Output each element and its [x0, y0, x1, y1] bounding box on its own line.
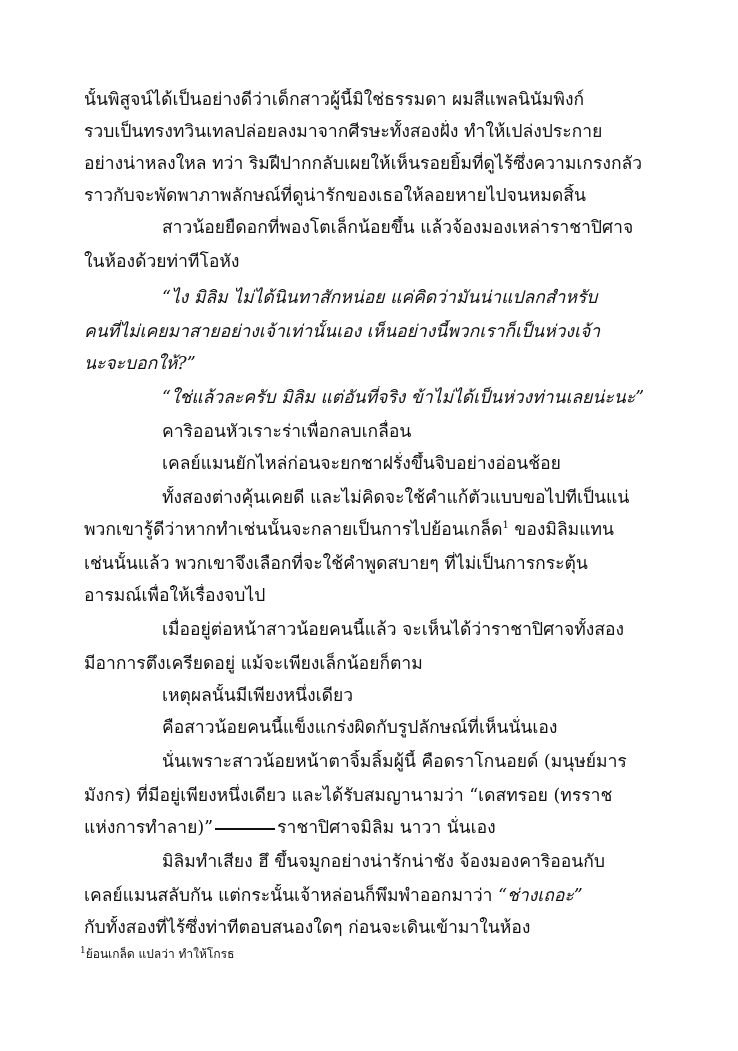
text-segment: แห่งการทำลาย)”: [84, 818, 214, 838]
text-line: เมื่ออยู่ต่อหน้าสาวน้อยคนนี้แล้ว จะเห็นได้ว่าราชาปิศาจทั้งสอง: [162, 620, 625, 640]
text-line: กับทั้งสองที่ไร้ซึ่งท่าทีตอบสนองใดๆ ก่อนจะเดินเข้ามาในห้อง: [84, 918, 531, 938]
text-segment: พวกเขารู้ดีว่าหากทำเช่นนั้นจะกลายเป็นการไปย้อนเกล็ด: [84, 520, 503, 540]
text-line-with-dash: [84, 816, 654, 842]
text-line: มังกร) ที่มีอยู่เพียงหนึ่งเดียว และได้รับสมญานามว่า “เดสทรอย (ทรราช: [84, 786, 613, 806]
text-segment: ของมิลิมแทน: [508, 520, 614, 540]
text-line: นั่นเพราะสาวน้อยหน้าตาจิ้มลิ้มผู้นี้ คือดราโกนอยด์ (มนุษย์มาร: [162, 752, 627, 772]
text-line: สาวน้อยยืดอกที่พองโตเล็กน้อยขึ้น แล้วจ้องมองเหล่าราชาปิศาจ: [162, 218, 634, 238]
dialogue-line: “ใช่แล้วละครับ มิลิม แต่อันที่จริง ข้าไม่ได้เป็นห่วงท่านเลยน่ะนะ”: [162, 388, 645, 408]
text-line: อย่างน่าหลงใหล ทว่า ริมฝีปากกลับเผยให้เห็นรอยยิ้มที่ดูไร้ซึ่งความเกรงกลัว: [84, 154, 643, 174]
text-line-with-footnote: [84, 518, 654, 544]
text-line-with-italic: [84, 884, 654, 910]
text-line: มิลิมทำเสียง ฮึ ขึ้นจมูกอย่างน่ารักน่าชัง จ้องมองคาริออนกับ: [162, 852, 605, 872]
text-line: เคลย์แมนยักไหล่ก่อนจะยกชาฝรั่งขึ้นจิบอย่างอ่อนช้อย: [162, 454, 561, 474]
italic-segment: “ช่างเถอะ”: [498, 886, 583, 906]
text-line: คือสาวน้อยคนนี้แข็งแกร่งผิดกับรูปลักษณ์ที่เห็นนั่นเอง: [162, 718, 558, 738]
text-line: รวบเป็นทรงทวินเทลปล่อยลงมาจากศีรษะทั้งสองฝั่ง ทำให้เปล่งประกาย: [84, 122, 603, 142]
em-dash-rule: [215, 828, 275, 830]
text-line: ทั้งสองต่างคุ้นเคยดี และไม่คิดจะใช้คำแก้ตัวแบบขอไปทีเป็นแน่: [162, 488, 630, 508]
text-line: เช่นนั้นแล้ว พวกเขาจึงเลือกที่จะใช้คำพูดสบายๆ ที่ไม่เป็นการกระตุ้น: [84, 554, 588, 574]
dialogue-line: “ไง มิลิม ไม่ได้นินทาสักหน่อย แค่คิดว่ามันน่าแปลกสำหรับ: [162, 288, 598, 308]
text-segment: เคลย์แมนสลับกัน แต่กระนั้นเจ้าหล่อนก็พึมพำออกมาว่า: [84, 886, 499, 906]
footnote-marker: 1: [502, 520, 509, 532]
text-line: ราวกับจะพัดพาภาพลักษณ์ที่ดูน่ารักของเธอให้ลอยหายไปจนหมดสิ้น: [84, 186, 586, 206]
dialogue-line: นะจะบอกให้?”: [84, 354, 196, 374]
text-line: คาริออนหัวเราะร่าเพื่อกลบเกลื่อน: [162, 422, 412, 442]
text-segment: ราชาปิศาจมิลิม นาวา นั่นเอง: [277, 818, 496, 838]
footnote-text: ย้อนเกล็ด แปลว่า ทำให้โกรธ: [85, 947, 235, 961]
text-line: มีอาการตึงเครียดอยู่ แม้จะเพียงเล็กน้อยก็ตาม: [84, 654, 423, 674]
text-line: นั้นพิสูจน์ได้เป็นอย่างดีว่าเด็กสาวผู้นี้มิใช่ธรรมดา ผมสีแพลนินัมพิงก์: [84, 90, 585, 110]
text-line: เหตุผลนั้นมีเพียงหนึ่งเดียว: [162, 686, 354, 706]
footnote: [80, 946, 234, 962]
text-line: ในห้องด้วยท่าทีโอหัง: [84, 252, 240, 272]
dialogue-line: คนที่ไม่เคยมาสายอย่างเจ้าเท่านั้นเอง เห็นอย่างนี้พวกเราก็เป็นห่วงเจ้า: [84, 322, 601, 342]
footnote-number: 1: [80, 946, 86, 956]
text-line: อารมณ์เพื่อให้เรื่องจบไป: [84, 586, 266, 606]
